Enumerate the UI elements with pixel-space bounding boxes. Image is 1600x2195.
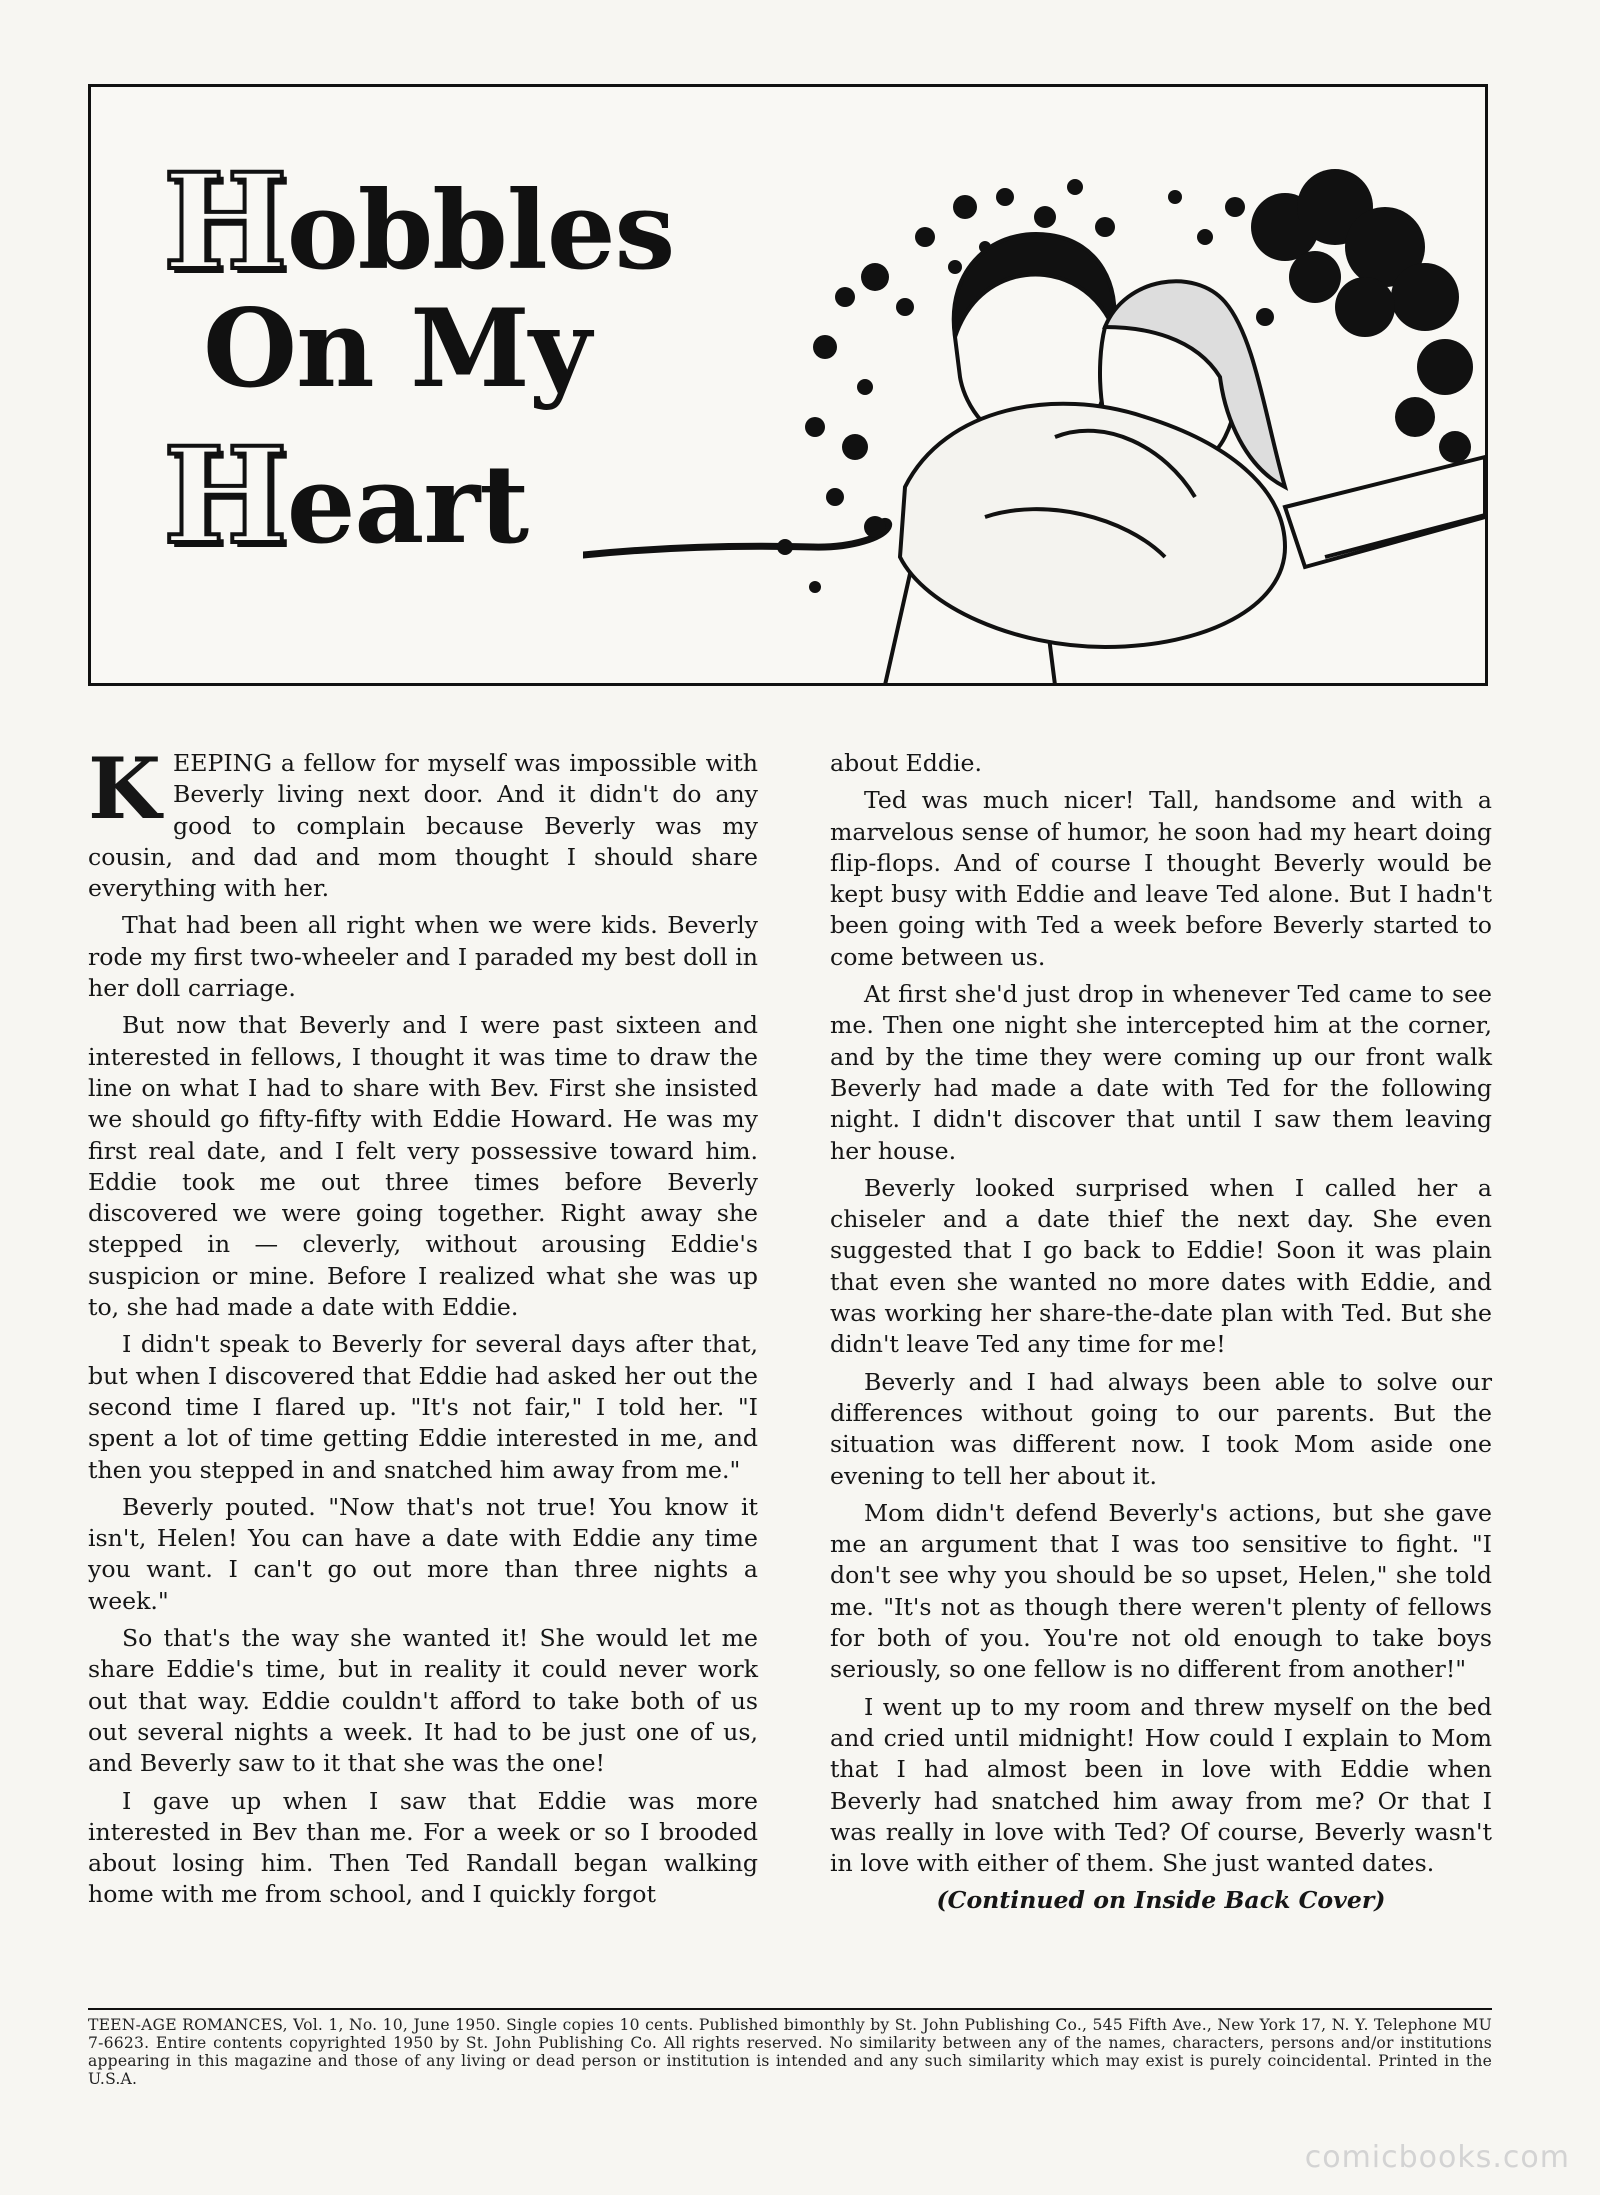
title-line-3	[163, 419, 529, 574]
site-watermark: comicbooks.com	[1304, 2140, 1570, 2175]
story-paragraph: At first she'd just drop in whenever Ted came to see me. Then one night she intercepted him at the corner, and by the time they were coming up our front walk Beverly had made a date with Ted for the following night. I didn't discover that until I saw them leaving her house.	[830, 980, 1492, 1165]
story-paragraph: about Eddie.	[830, 749, 982, 777]
story-paragraph: Mom didn't defend Beverly's actions, but she gave me an argument that I was too sensitive to fight. "I don't see why you should be so upset, Helen," she told me. "It's not as though there weren't plenty of fellows for both of you. You're not old enough to take boys seriously, so one fellow is no different from another!"	[830, 1498, 1492, 1684]
story-paragraph: But now that Beverly and I were past sixteen and interested in fellows, I thought it was time to draw the line on what I had to share with Bev. First she insisted we should go fifty-fifty with Eddie Howard. He was my first real date, and I felt very possessive toward him. Eddie took me out three times before Beverly discovered we were going together. Right away she stepped in — cleverly, without arousing Eddie's suspicion or mine. Before I realized what she was up to, she had made a date with Eddie.	[88, 1011, 758, 1322]
story-paragraph: I didn't speak to Beverly for several days after that, but when I discovered that Eddie had asked her out the second time I flared up. "It's not fair," I told her. "I spent a lot of time getting Eddie interested in me, and then you stepped in and snatched him away from me."	[88, 1330, 758, 1484]
story-column-right	[830, 748, 1492, 1923]
story-paragraph: So that's the way she wanted it! She would let me share Eddie's time, but in reality it could never work out that way. Eddie couldn't afford to take both of us out several nights a week. It had to be just one of us, and Beverly saw to it that she was the one!	[88, 1624, 758, 1778]
title-line-2: On My	[203, 286, 591, 412]
embracing-couple-illustration	[725, 87, 1485, 685]
publication-notice: TEEN-AGE ROMANCES, Vol. 1, No. 10, June 1950. Single copies 10 cents. Published bimonthly by St. John Publishing Co., 545 Fifth Ave., New York 17, N. Y. Telephone MU 7-6623. Entire contents copyrighted 1950 by St. John Publishing Co. All rights reserved. No similarity between any of the names, characters, persons and/or institutions appearing in this magazine and those of any living or dead person or institution is intended and any such similarity which may exist is purely coincidental. Printed in the U.S.A.	[88, 2016, 1492, 2088]
continued-note: (Continued on Inside Back Cover)	[936, 1886, 1386, 1915]
title-panel	[88, 84, 1488, 686]
title-line-3-rest: eart	[286, 442, 529, 568]
drop-cap: K	[88, 739, 162, 838]
story-paragraph: Beverly looked surprised when I called her a chiseler and a date thief the next day. She even suggested that I go back to Eddie! Soon it was plain that even she wanted no more dates with Eddie, and was working her share-the-date plan with Ted. But she didn't leave Ted any time for me!	[830, 1173, 1492, 1359]
story-paragraph: Beverly and I had always been able to solve our differences without going to our parents. But the situation was different now. I took Mom aside one evening to tell her about it.	[830, 1367, 1492, 1490]
story-paragraph: I went up to my room and threw myself on the bed and cried until midnight! How could I explain to Mom that I had almost been in love with Eddie when Beverly had snatched him away from me? Or that I was really in love with Ted? Of course, Beverly wasn't in love with either of them. She just wanted dates.	[830, 1692, 1492, 1878]
story-paragraph: Ted was much nicer! Tall, handsome and with a marvelous sense of humor, he soon had my heart doing flip-flops. And of course I thought Beverly would be kept busy with Eddie and leave Ted alone. But I hadn't been going with Ted a week before Beverly started to come between us.	[830, 786, 1492, 971]
story-paragraph	[88, 739, 758, 904]
title-line-1-rest: obbles	[286, 168, 675, 294]
footer-divider	[88, 2008, 1492, 2010]
title-initial-3: H	[163, 419, 287, 574]
title-line-1	[163, 145, 675, 300]
story-paragraph: I gave up when I saw that Eddie was more interested in Bev than me. For a week or so I brooded about losing him. Then Ted Randall began walking home with me from school, and I quickly forgot	[88, 1786, 758, 1909]
story-paragraph: Beverly pouted. "Now that's not true! You know it isn't, Helen! You can have a date with Eddie any time you want. I can't go out more than three nights a week."	[88, 1492, 758, 1615]
story-column-left	[88, 739, 758, 1917]
story-paragraph: That had been all right when we were kids. Beverly rode my first two-wheeler and I paraded my best doll in her doll carriage.	[88, 911, 758, 1003]
story-paragraph-text: EEPING a fellow for myself was impossible with Beverly living next door. And it didn't do any good to complain because Beverly was my cousin, and dad and mom thought I should share everything with her.	[88, 749, 758, 903]
title-initial-1: H	[163, 145, 287, 300]
